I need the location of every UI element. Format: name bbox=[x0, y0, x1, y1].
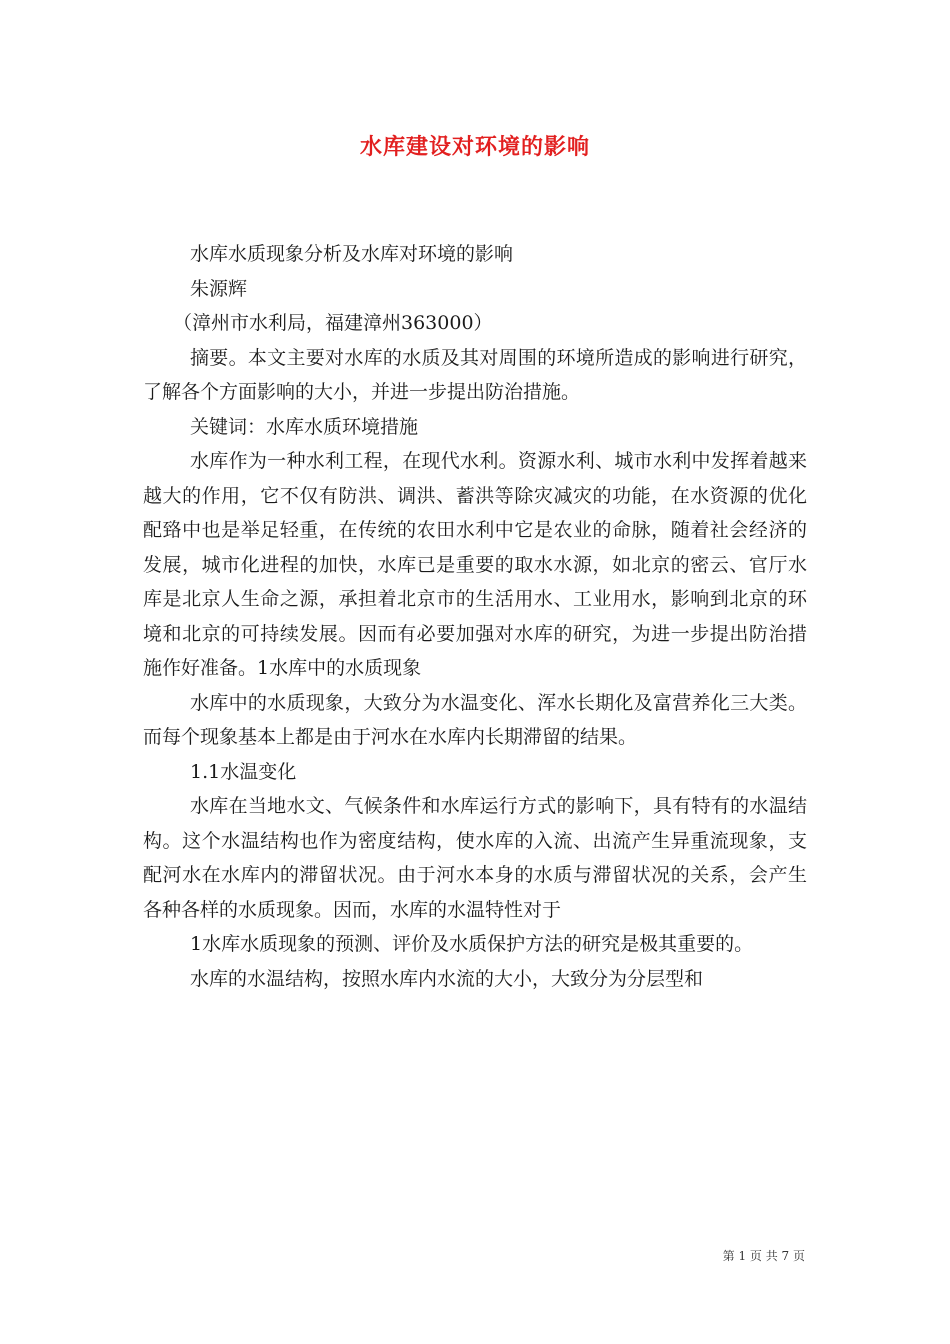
section-heading: 1.1水温变化 bbox=[190, 760, 297, 783]
document-body bbox=[143, 237, 807, 996]
body-paragraph: 水库中的水质现象，大致分为水温变化、浑水长期化及富营养化三大类。而每个现象基本上都是由于河水在水库内长期滞留的结果。 bbox=[143, 691, 807, 748]
page-title: 水库建设对环境的影响 bbox=[359, 135, 590, 160]
subtitle: 水库水质现象分析及水库对环境的影响 bbox=[190, 243, 514, 265]
keywords: 关键词：水库水质环境措施 bbox=[190, 415, 419, 438]
body-paragraph: 1水库水质现象的预测、评价及水质保护方法的研究是极其重要的。 bbox=[190, 933, 754, 955]
body-paragraph: 水库的水温结构，按照水库内水流的大小，大致分为分层型和 bbox=[190, 967, 704, 990]
page-number: 第 1 页 共 7 页 bbox=[722, 1249, 805, 1263]
affiliation: （漳州市水利局，福建漳州363000） bbox=[173, 312, 493, 334]
body-paragraph: 水库作为一种水利工程，在现代水利。资源水利、城市水利中发挥着越来越大的作用，它不仅有防洪、调洪、蓄洪等除灾减灾的功能，在水资源的优化配臵中也是举足轻重，在传统的农田水利中它是农业的命脉，随着社会经济的发展，城市化进程的加快，水库已是重要的取水水源，如北京的密云、官厅水库是北京人生命之源，承担着北京市的生活用水、工业用水，影响到北京的环境和北京的可持续发展。因而有必要加强对水库的研究，为进一步提出防治措施作好准备。1水库中的水质现象 bbox=[143, 450, 807, 679]
author: 朱源辉 bbox=[190, 277, 248, 300]
abstract: 摘要。本文主要对水库的水质及其对周围的环境所造成的影响进行研究，了解各个方面影响的大小，并进一步提出防治措施。 bbox=[143, 346, 807, 403]
body-paragraph: 水库在当地水文、气候条件和水库运行方式的影响下，具有特有的水温结构。这个水温结构也作为密度结构，使水库的入流、出流产生异重流现象，支配河水在水库内的滞留状况。由于河水本身的水质与滞留状况的关系，会产生各种各样的水质现象。因而，水库的水温特性对于 bbox=[143, 795, 807, 921]
